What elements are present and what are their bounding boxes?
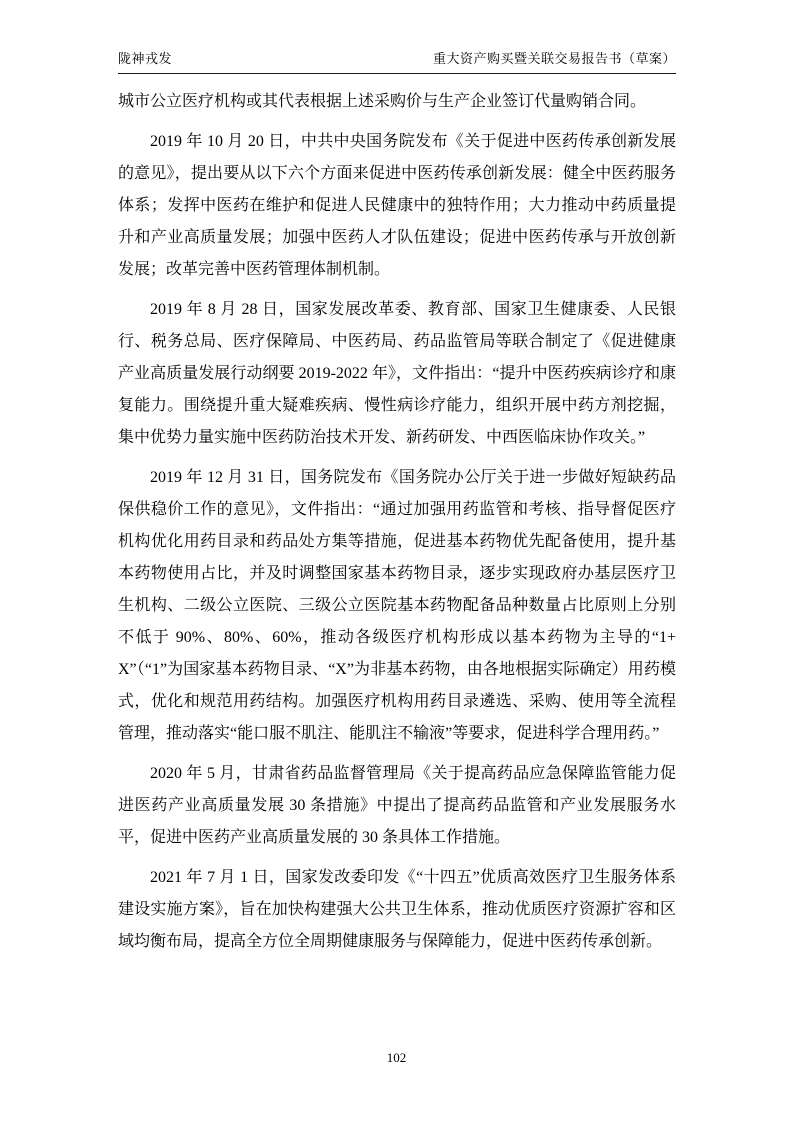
page-number: 102 (386, 1050, 407, 1065)
body-paragraph: 2021 年 7 月 1 日，国家发改委印发《“十四五”优质高效医疗卫生服务体系建设实施方案》，旨在加快构建强大公共卫生体系，推动优质医疗资源扩容和区域均衡布局，提高全方位全周期健康服务与保障能力，促进中医药传承创新。 (118, 869, 676, 950)
header-report-title: 重大资产购买暨关联交易报告书（草案） (432, 51, 676, 66)
body-paragraph: 2019 年 12 月 31 日，国务院发布《国务院办公厅关于进一步做好短缺药品保供稳价工作的意见》，文件指出：“通过加强用药监管和考核、指导督促医疗机构优化用药目录和药品处方集等措施，促进基本药物优先配备使用，提升基本药物使用占比，并及时调整国家基本药物目录，逐步实现政府办基层医疗卫生机构、二级公立医院、三级公立医院基本药物配备品种数量占比原则上分别不低于 90%、80%、60%，推动各级医疗机构形成以基本药物为主导的“1+X”（“1”为国家基本药物目录、“X”为非基本药物，由各地根据实际确定）用药模式，优化和规范用药结构。加强医疗机构用药目录遴选、采购、使用等全流程管理，推动落实“能口服不肌注、能肌注不输液”等要求，促进科学合理用药。” (118, 469, 676, 742)
page-footer (0, 1050, 793, 1066)
body-paragraph: 2019 年 8 月 28 日，国家发展改革委、教育部、国家卫生健康委、人民银行、税务总局、医疗保障局、中医药局、药品监管局等联合制定了《促进健康产业高质量发展行动纲要 2019-2022 年》，文件指出：“提升中医药疾病诊疗和康复能力。围绕提升重大疑难疾病、慢性病诊疗能力，组织开展中药方剂挖掘，集中优势力量实施中医药防治技术开发、新药研发、中西医临床协作攻关。” (118, 301, 676, 446)
body-paragraph: 城市公立医疗机构或其代表根据上述采购价与生产企业签订代量购销合同。 (118, 93, 647, 110)
page-header (118, 48, 676, 74)
header-company-name: 陇神戎发 (118, 51, 173, 66)
body-paragraph: 2020 年 5 月，甘肃省药品监督管理局《关于提高药品应急保障监管能力促进医药产业高质量发展 30 条措施》中提出了提高药品监管和产业发展服务水平，促进中医药产业高质量发展的 30 条具体工作措施。 (118, 765, 676, 846)
document-body (118, 86, 676, 958)
body-paragraph: 2019 年 10 月 20 日，中共中央国务院发布《关于促进中医药传承创新发展的意见》，提出要从以下六个方面来促进中医药传承创新发展：健全中医药服务体系；发挥中医药在维护和促进人民健康中的独特作用；大力推动中药质量提升和产业高质量发展；加强中医药人才队伍建设；促进中医药传承与开放创新发展；改革完善中医药管理体制机制。 (118, 133, 676, 278)
